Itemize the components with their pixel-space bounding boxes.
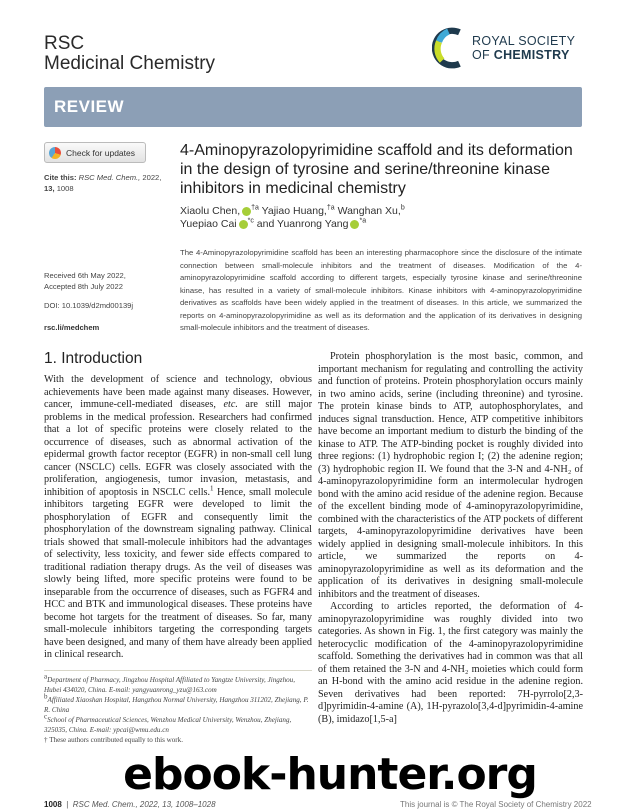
orcid-icon[interactable] bbox=[239, 220, 248, 229]
right-column bbox=[318, 351, 583, 726]
footnote-mark: c bbox=[44, 712, 48, 721]
logo-line-2-bold: CHEMISTRY bbox=[493, 48, 570, 62]
footnote-text: Affiliated Xiaoshan Hospital, Hangzhou Normal University, Hangzhou 311202, Zhejiang, P. R. China bbox=[44, 695, 309, 714]
footnote-divider bbox=[44, 670, 312, 671]
footer-citation: RSC Med. Chem., 2022, 13, 1008–1028 bbox=[72, 800, 216, 809]
journal-line-2: Medicinal Chemistry bbox=[44, 53, 216, 74]
footnote-text: School of Pharmaceutical Sciences, Wenzhou Medical University, Wenzhou, Zhejiang, 325035, China. E-mail: ypcai@wmu.edu.cn bbox=[44, 715, 292, 734]
footnote-mark: b bbox=[44, 692, 48, 701]
cite-year: 2022, bbox=[142, 173, 162, 182]
author-affiliation: *a bbox=[359, 217, 367, 225]
author-name: Yuepiao Cai bbox=[180, 218, 237, 230]
cite-volume: 13, bbox=[44, 184, 55, 193]
accepted-date: Accepted 8th July 2022 bbox=[44, 282, 123, 291]
footnote bbox=[44, 692, 314, 715]
footnote-text: Department of Pharmacy, Jingzhou Hospital Affiliated to Yangtze University, Jingzhou, Hubei 434020, China. E-mail: yangyuanrong_yzu@163.com bbox=[44, 675, 295, 694]
orcid-icon[interactable] bbox=[242, 207, 251, 216]
watermark: ebook-hunter.org bbox=[123, 749, 537, 800]
reference-link[interactable]: 1 bbox=[210, 484, 214, 493]
page-footer-left: 1008 | RSC Med. Chem., 2022, 13, 1008–1028 bbox=[44, 800, 216, 809]
crossmark-icon bbox=[49, 147, 61, 159]
citation-info bbox=[44, 172, 169, 194]
left-column-text bbox=[44, 374, 312, 662]
author-affiliation: b bbox=[400, 204, 405, 212]
check-for-updates-button[interactable] bbox=[44, 142, 146, 163]
doi-link[interactable]: DOI: 10.1039/d2md00139j bbox=[44, 301, 134, 310]
footnote bbox=[44, 735, 314, 745]
cite-journal: RSC Med. Chem., bbox=[78, 173, 141, 182]
page-footer-right: This journal is © The Royal Society of Chemistry 2022 bbox=[400, 800, 592, 809]
abstract-text: The 4-Aminopyrazolopyrimidine scaffold has been an interesting pharmacophore since the disclosure of the intimate connection between small-molecule inhibitors and the treatment of diseases. Modification of the 4-aminopyrazolopyrimidine scaffold according to different targets, especially tyrosine kinase and serine/threonine kinase, has resulted in a variety of small-molecule inhibitors. Kinase inhibitors with 4-aminopyrazolopyrimidine derivatives as scaffolds have been widely applied in the treatment of diseases. In this article, we summarized the reports on 4-aminopyrazolopyrimidine as well as its deformation and the application of its derivatives in designing small-molecule inhibitors and the treatment of diseases. bbox=[180, 248, 582, 332]
rsc-logo-icon bbox=[432, 26, 468, 70]
paragraph bbox=[44, 374, 312, 662]
text: are still major problems in the medical profession. Researchers had confirmed that a lot of specific proteins were closely related to the occurrence of diseases, such as abnormal activation of the epidermal growth factor receptor (EGFR) in non-small cell lung cancer (NSCLC) cells. EGFR was closely associated with the proliferation, angiogenesis, tumor invasion, metastasis, and inhibition of apoptosis in NSCLC cells. bbox=[44, 399, 312, 498]
author-name: Yajiao Huang, bbox=[261, 205, 327, 217]
paragraph: According to articles reported, the deformation of 4-aminopyrazolopyrimidine was roughly divided into two categories. As shown in Fig. 1, the first category was mainly the heterocyclic modification of the 4-aminopyrazolopyrimidine scaffold. Something the derivatives had in common was that all of them retained the 3-N and 4-NH₂ moieties which could form an H-bond with the amino acid residue in the adenine region. Seven derivatives had been reported: 7H-pyrrolo[2,3-d]pyrimidin-4-amine (A), 1H-pyrazolo[3,4-d]pyrimidin-4-amine (B), imidazo[1,5-a] bbox=[318, 601, 583, 725]
author-affiliation: †a bbox=[326, 204, 335, 212]
author-name: and Yuanrong Yang bbox=[256, 218, 349, 230]
text: etc. bbox=[223, 399, 238, 410]
journal-name bbox=[44, 34, 215, 74]
author-list bbox=[180, 205, 585, 231]
footnote-text: These authors contributed equally to this work. bbox=[49, 735, 183, 744]
received-date: Received 6th May 2022, bbox=[44, 271, 126, 280]
section-heading: 1. Introduction bbox=[44, 350, 143, 367]
footnote-mark: a bbox=[44, 672, 48, 681]
article-type-band bbox=[44, 87, 582, 127]
check-updates-label: Check for updates bbox=[66, 147, 135, 158]
page-number: 1008 bbox=[44, 800, 62, 809]
logo-line-2-prefix: OF bbox=[472, 48, 490, 62]
journal-link[interactable]: rsc.li/medchem bbox=[44, 323, 100, 332]
author-name: Xiaolu Chen, bbox=[180, 205, 241, 217]
cite-page: 1008 bbox=[56, 184, 74, 193]
article-type: REVIEW bbox=[54, 97, 125, 116]
journal-line-1: RSC bbox=[44, 33, 85, 54]
author-name: Wanghan Xu, bbox=[337, 205, 401, 217]
left-column bbox=[44, 374, 312, 745]
footnote-mark: † bbox=[44, 735, 48, 744]
author-affiliation: *c bbox=[247, 217, 254, 225]
logo-line-1: ROYAL SOCIETY bbox=[472, 34, 576, 48]
article-title: 4-Aminopyrazolopyrimidine scaffold and its deformation in the design of tyrosine and serine/threonine kinase inhibitors in medicinal chemistry bbox=[180, 142, 573, 197]
paragraph: Protein phosphorylation is the most basic, common, and important mechanism for regulating and controlling the activity and function of proteins. Protein phosphorylation occurs mainly in two amino acids, serine (including threonine) and tyrosine. The protein kinase binds to ATP, autophosphorylates, and induces signal transduction. Hence, ATP competitive inhibitors have become an important medium to disturb the binding of the kinase to ATP. The ATP-binding pocket is roughly divided into three regions: (1) hydrophobic region I; (2) the adenine region; (3) hydrophobic region II. We found that the 3-N and 4-NH₂ of 4-aminopyrazolopyrimidine form an intermolecular hydrogen bond with the amino acid residue of the adenine region. Because of the excellent binding mode of 4-aminopyrazolopyrimidine, combined with the characteristics of the ATP pockets of different targets, 4-aminopyrazolopyrimidine derivatives have been widely applied in designing small-molecule inhibitors. In this article, we summarized the reports on 4-aminopyrazolopyrimidine as well as its deformation and the application of its derivatives in designing small-molecule inhibitors and the treatment of diseases. bbox=[318, 351, 583, 600]
text: With the development of science and technology, obvious achievements have been made against many diseases. However, cancer, immune-cell-mediated diseases, bbox=[44, 374, 312, 410]
text: Hence, small molecule inhibitors targeting EGFR were developed to limit the phosphorylation of EGFR and consequently limit the phosphorylation of the downstream signaling pathway. Clinical trials showed that small-molecule inhibitors had the advantages of selectivity, less toxicity, and fewer side effects compared to traditional radiation therapy drugs. As the veil of diseases was slowly being lifted, more specific proteins were found to be inseparable from the occurrence of diseases, such as FGFR4 and HCC and BTK and immunological diseases. These proteins have become hot targets for the treatment of diseases. So far, many small-molecule inhibitors targeting the corresponding targets have been designed, and many of them have already been applied in clinical research. bbox=[44, 486, 312, 660]
author-affiliation: †a bbox=[251, 204, 259, 212]
article-header bbox=[180, 141, 585, 335]
footnote bbox=[44, 712, 314, 735]
footnotes bbox=[44, 672, 314, 745]
cite-label: Cite this: bbox=[44, 173, 77, 182]
rsc-logo bbox=[432, 26, 584, 70]
dates bbox=[44, 270, 169, 292]
footnote bbox=[44, 672, 314, 695]
